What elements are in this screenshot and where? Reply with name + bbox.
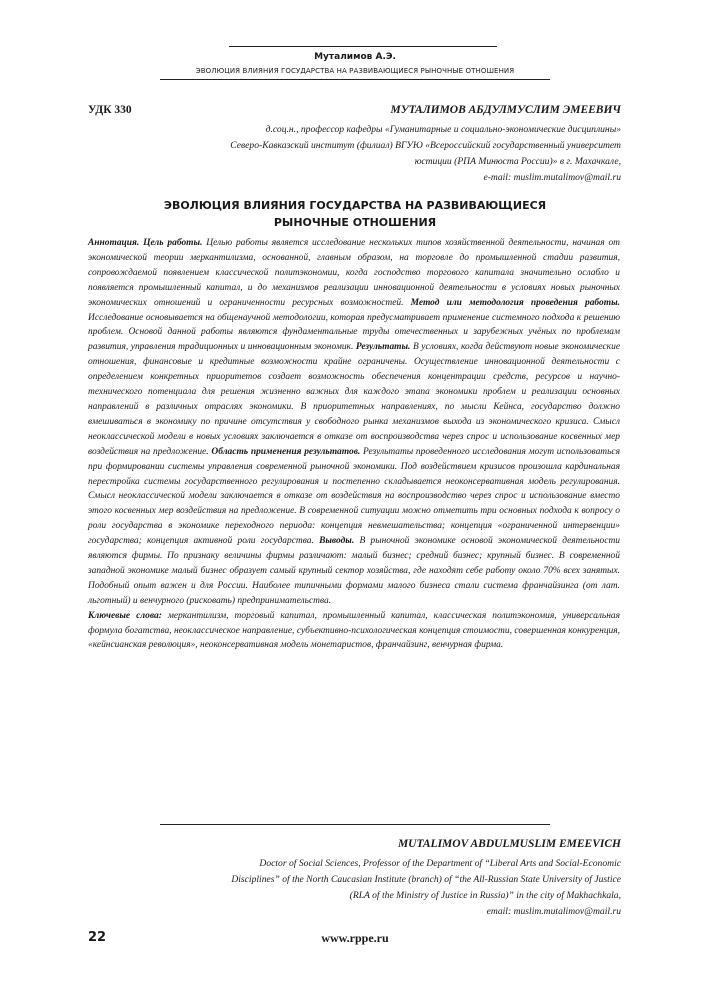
conclusions-heading: Выводы. (319, 536, 355, 547)
article-title-line: РЫНОЧНЫЕ ОТНОШЕНИЯ (273, 216, 437, 229)
goal-heading: Цель работы. (143, 238, 203, 248)
affiliation-ru-line: юстиции (РПА Минюста России)» в г. Махачкале, (414, 156, 621, 167)
annotation-heading: Аннотация. (88, 238, 140, 248)
keywords-text: меркантилизм, торговый капитал, промышленный капитал, классическая политэкономия, универсальная формула богатства, неоклассическое направление, субъективно-психологическая концепция стоимости, совершенная конкуренция, «кейнсианская революция», неоконсервативная модель монетаристов, франчайзинг, венчурная фирма. (88, 610, 621, 651)
keywords-heading: Ключевые слова: (88, 610, 162, 621)
running-head-title: ЭВОЛЮЦИЯ ВЛИЯНИЯ ГОСУДАРСТВА НА РАЗВИВАЮЩИЕСЯ РЫНОЧНЫЕ ОТНОШЕНИЯ (195, 67, 515, 75)
goal-text: Целью работы является исследование нескольких типов хозяйственной деятельности, начиная от экономической теории меркантилизма, основанной, главным образом, на торговле до промышленной стадии развития, сопровождаемой появлением классической политэкономии, когда господство торгового капитала значительно ослабло и появляется промышленный капитал, и до механизмов реализации инновационной деятельности в условиях новых рыночных экономических отношений и ограниченности ресурсных возможностей. (88, 238, 620, 308)
affiliation-en (91, 856, 621, 920)
abstract (88, 236, 620, 653)
results-text: В условиях, когда действуют новые экономические отношения, финансовые и кредитные возможности крайне ограничены. Осуществление инновационной деятельности с определением конкретных приоритетов создает возможность обеспечения концентрации средств, ресурсов и научно-технического потенциала для решения жизненно важных для каждого этапа экономики проблем и реализации основных направлений в различных отраслях экономики. В приоритетных направлениях, по мысли Кейнса, государство должно вмешиваться в экономику по причине отсутствия у свободного рынка механизмов выхода из экономического кризиса. Смысл неоклассической модели в новых условиях заключается в отказе от воспроизводства через спрос и использование косвенных мер воздействия на предложение. (88, 342, 621, 457)
scope-heading: Область применения результатов. (211, 446, 361, 457)
page-number: 22 (88, 930, 107, 945)
conclusions-text: В рыночной экономике основой экономической деятельности являются фирмы. По признаку величины фирмы различают: малый бизнес; средний бизнес; крупный бизнес. В современной западной экономике малый бизнес образует самый крупный сектор хозяйства, где находят себе работу около 70% всех занятых. Подобный опыт важен и для России. Наиболее типичными формами малого бизнеса стали система франчайзинга (от лат. льготный) и венчурного (рисковать) предпринимательства. (88, 536, 620, 606)
journal-website: www.rppe.ru (321, 931, 389, 945)
affiliation-ru (81, 122, 621, 186)
method-heading: Метод или методология проведения работы. (410, 297, 620, 308)
affiliation-en-email: email: muslim.mutalimov@mail.ru (486, 906, 621, 917)
header-bottom-rule (160, 79, 550, 80)
article-title-line: ЭВОЛЮЦИЯ ВЛИЯНИЯ ГОСУДАРСТВА НА РАЗВИВАЮЩИЕСЯ (163, 199, 547, 212)
results-heading: Результаты. (355, 342, 411, 353)
affiliation-en-line: (RLA of the Ministry of Justice in Russia)” in the city of Makhachkala, (349, 890, 621, 901)
author-name-en: MUTALIMOV ABDULMUSLIM EMEEVICH (397, 838, 621, 850)
running-head-author: Муталимов А.Э. (314, 52, 396, 62)
affiliation-ru-email: e-mail: muslim.mutalimov@mail.ru (483, 172, 621, 183)
section-divider (160, 824, 550, 825)
scope-text: Результаты проведенного исследования могут использоваться при формировании системы управления современной рыночной экономики. Под воздействием кризисов произошла кардинальная перестройка системы государственного регулирования и постепенно складывается неоконсервативная модель регулирования. Смысл неоклассической модели заключается в отказе от воздействия на воспроизводство через спрос и использование вместо этого косвенных мер воздействия на предложение. В современной ситуации можно отметить три основных подхода к вопросу о роли государства в экономике переходного периода: концепция невмешательства; концепция «ограниченной интервенции» государства; концепция активной роли государства. (88, 446, 620, 547)
method-text: Исследование основывается на общенаучной методологии, которая предусматривает применение системного подхода к решению проблем. Основой данной работы являются фундаментальные труды отечественных и зарубежных учёных по проблемам развития, управления традиционных и инновационным экономик. (88, 312, 620, 353)
affiliation-en-line: Doctor of Social Sciences, Professor of the Department of “Liberal Arts and Social-Economic (259, 858, 621, 869)
affiliation-ru-line: д.соц.н., профессор кафедры «Гуманитарные и социально-экономические дисциплины» (265, 124, 621, 135)
header-top-rule (229, 46, 497, 47)
affiliation-en-line: Disciplines” of the North Caucasian Institute (branch) of “the All-Russian State University of Justice (231, 874, 621, 885)
affiliation-ru-line: Северо-Кавказский институт (филиал) ВГУЮ «Всероссийский государственный университет (230, 140, 621, 151)
article-title (120, 197, 590, 231)
author-name-ru: МУТАЛИМОВ АБДУЛМУСЛИМ ЭМЕЕВИЧ (390, 104, 621, 116)
udk-code: УДК 330 (88, 104, 132, 116)
